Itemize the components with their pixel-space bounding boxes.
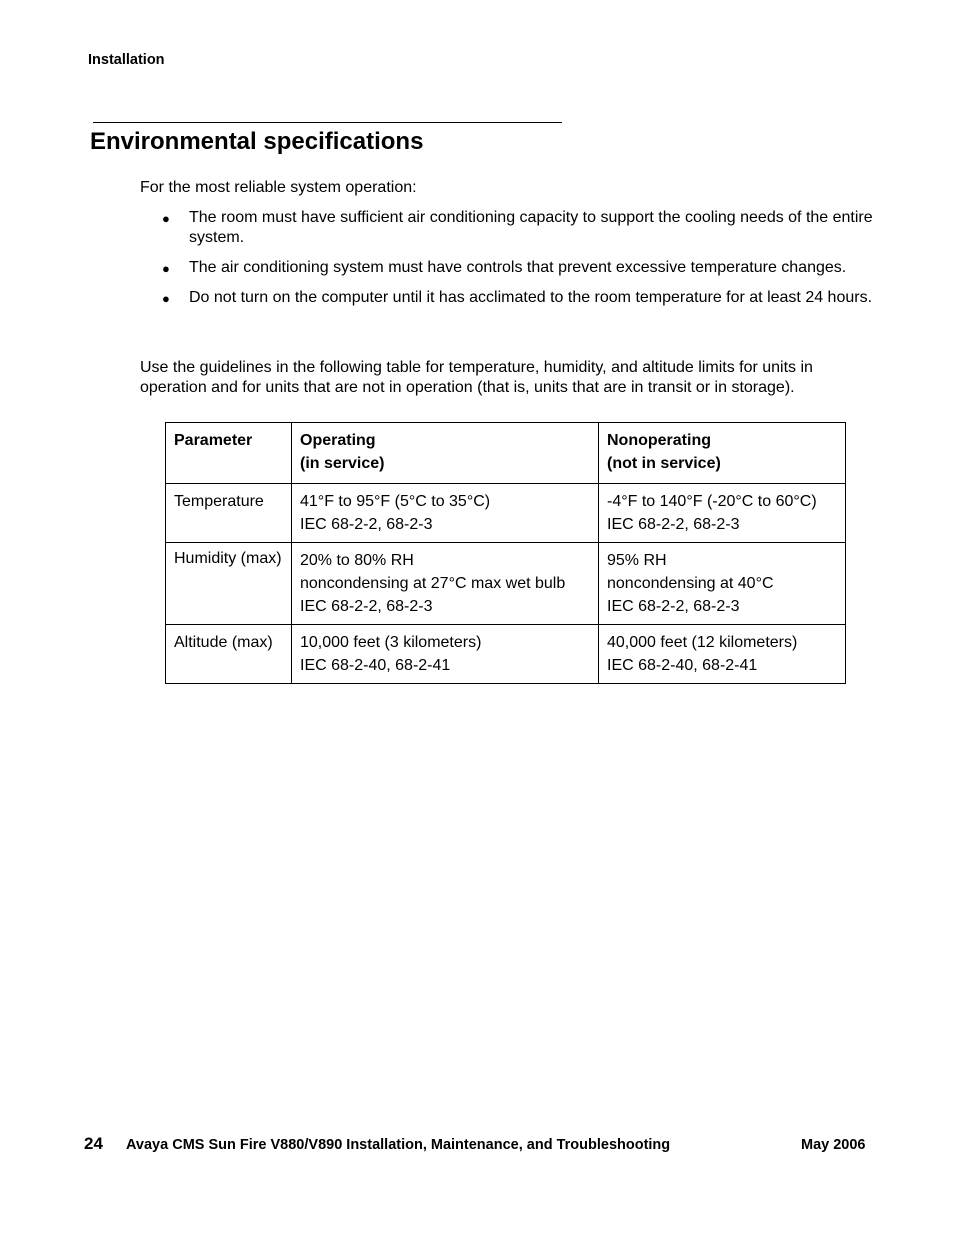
header-label: Nonoperating — [607, 432, 711, 449]
header-label: Parameter — [174, 432, 253, 449]
header-nonoperating — [599, 423, 846, 484]
cell-line: IEC 68-2-2, 68-2-3 — [607, 516, 740, 533]
title-rule — [93, 122, 562, 123]
table-row — [166, 543, 846, 625]
bullet-item — [140, 208, 880, 248]
bullet-text: Do not turn on the computer until it has acclimated to the room temperature for at least 24 hours. — [189, 289, 873, 306]
table-row — [166, 484, 846, 543]
header-label: Operating — [300, 432, 376, 449]
intro-text: For the most reliable system operation: — [140, 179, 417, 196]
parameter-label: Temperature — [174, 493, 264, 510]
parameter-label: Humidity (max) — [174, 550, 282, 567]
header-sublabel: (in service) — [300, 455, 385, 472]
bullet-text: The room must have sufficient air conditioning capacity to support the cooling needs of the entire system. — [189, 209, 873, 246]
parameter-label: Altitude (max) — [174, 634, 273, 651]
cell-line: 95% RH — [607, 552, 667, 569]
cell-parameter — [166, 484, 292, 543]
bullet-dot-icon: ● — [162, 211, 170, 226]
cell-parameter — [166, 543, 292, 625]
cell-nonoperating — [599, 543, 846, 625]
cell-line: IEC 68-2-40, 68-2-41 — [300, 657, 451, 674]
cell-line: IEC 68-2-2, 68-2-3 — [300, 598, 433, 615]
guidelines-text: Use the guidelines in the following table for temperature, humidity, and altitude limits for units in operation and for units that are not in operation (that is, units that are in transit or in storage). — [140, 359, 813, 396]
bullet-item — [140, 258, 880, 278]
cell-line: 10,000 feet (3 kilometers) — [300, 634, 482, 651]
bullet-item — [140, 288, 880, 308]
cell-line: 41°F to 95°F (5°C to 35°C) — [300, 493, 491, 510]
bullet-dot-icon: ● — [162, 291, 170, 306]
cell-line: IEC 68-2-2, 68-2-3 — [300, 516, 433, 533]
cell-line: noncondensing at 40°C — [607, 575, 774, 592]
table-row — [166, 625, 846, 684]
cell-operating — [292, 543, 599, 625]
bullet-list — [140, 208, 880, 318]
cell-operating — [292, 625, 599, 684]
cell-line: noncondensing at 27°C max wet bulb — [300, 575, 566, 592]
cell-nonoperating — [599, 484, 846, 543]
environmental-spec-table — [165, 422, 846, 684]
cell-line: -4°F to 140°F (-20°C to 60°C) — [607, 493, 817, 510]
page-number: 24 — [84, 1134, 103, 1153]
header-sublabel: (not in service) — [607, 455, 721, 472]
cell-line: 40,000 feet (12 kilometers) — [607, 634, 798, 651]
cell-line: 20% to 80% RH — [300, 552, 414, 569]
bullet-text: The air conditioning system must have controls that prevent excessive temperature changes. — [189, 259, 847, 276]
cell-nonoperating — [599, 625, 846, 684]
cell-parameter — [166, 625, 292, 684]
bullet-dot-icon: ● — [162, 261, 170, 276]
cell-operating — [292, 484, 599, 543]
table-header-row — [166, 423, 846, 484]
header-operating — [292, 423, 599, 484]
header-parameter — [166, 423, 292, 484]
cell-line: IEC 68-2-40, 68-2-41 — [607, 657, 758, 674]
footer-date: May 2006 — [801, 1137, 866, 1153]
running-header: Installation — [88, 52, 165, 68]
page-title: Environmental specifications — [90, 128, 424, 155]
footer-doc-title: Avaya CMS Sun Fire V880/V890 Installation, Maintenance, and Troubleshooting — [126, 1137, 671, 1153]
cell-line: IEC 68-2-2, 68-2-3 — [607, 598, 740, 615]
